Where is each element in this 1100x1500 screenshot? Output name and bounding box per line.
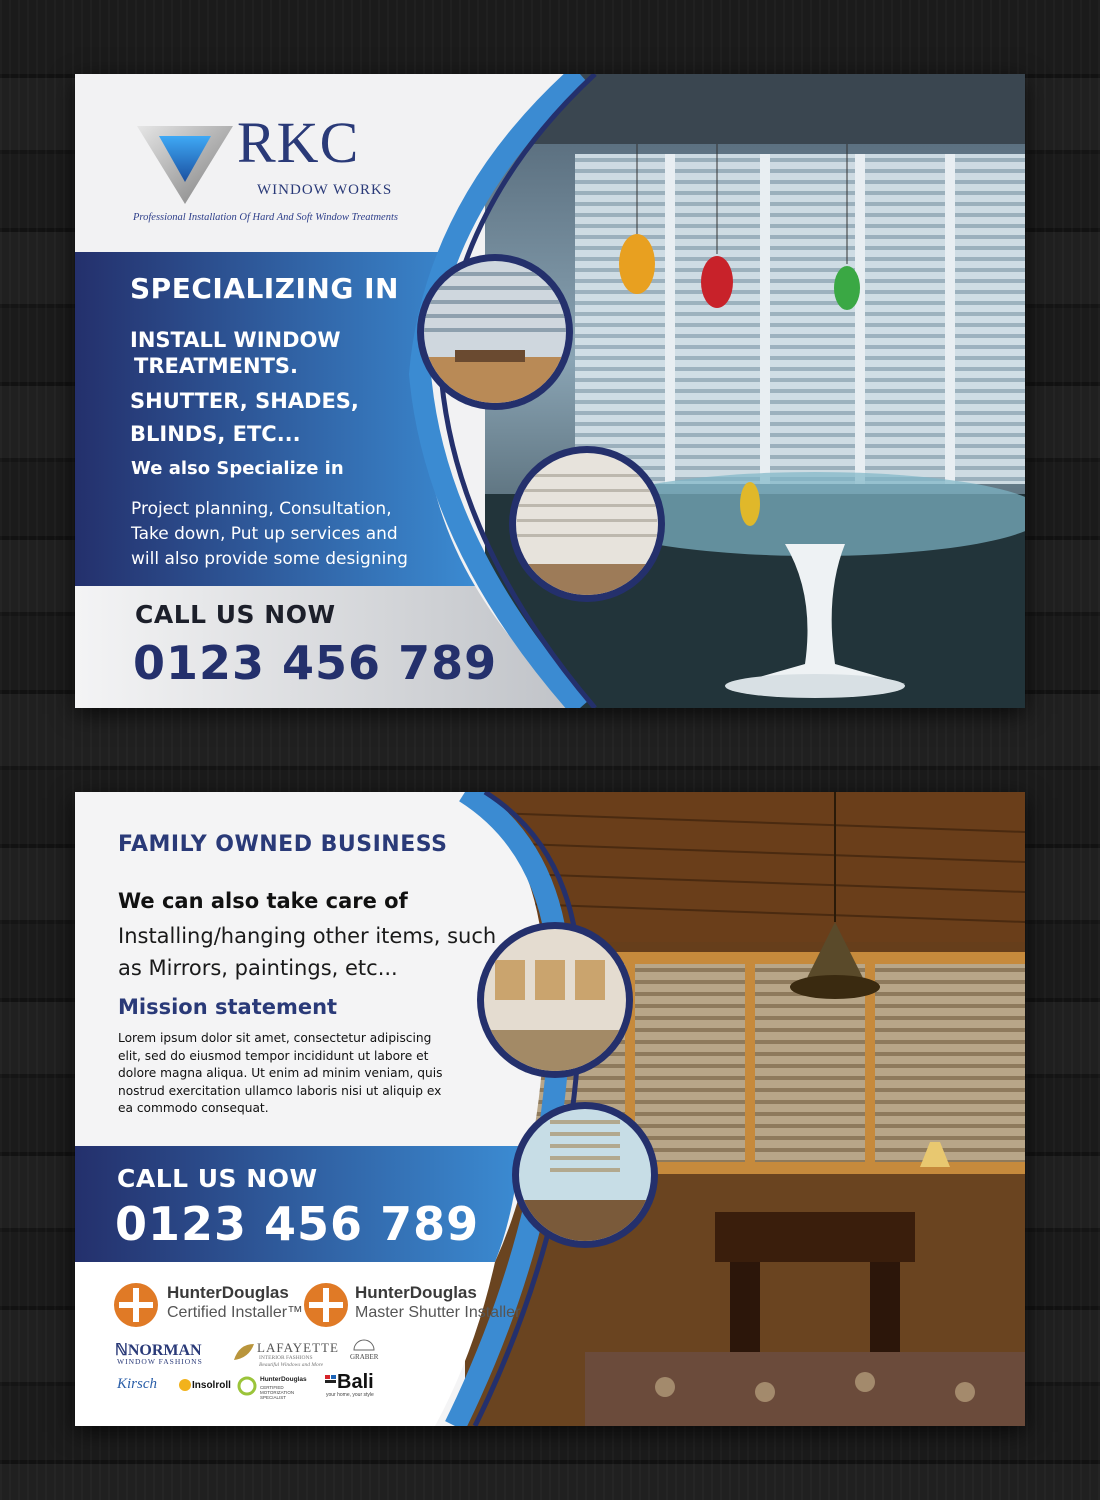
- kirsch-logo: Kirsch: [117, 1376, 158, 1392]
- front-phone-number[interactable]: 0123 456 789: [133, 636, 498, 690]
- lafayette-sub: INTERIOR FASHIONS: [259, 1355, 313, 1361]
- specializing-line-3: SHUTTER, SHADES,: [130, 389, 359, 413]
- back-call-label: CALL US NOW: [117, 1164, 318, 1193]
- brand-subtitle: WINDOW WORKS: [257, 182, 393, 198]
- norman-sub: WINDOW FASHIONS: [117, 1357, 203, 1366]
- norman-logo: ℕNORMAN: [115, 1342, 202, 1359]
- graber-logo: GRABER: [350, 1353, 379, 1361]
- specializing-title: SPECIALIZING IN: [130, 272, 399, 305]
- front-inset-photo-small: [507, 444, 667, 604]
- care-body: Installing/hanging other items, such as Mirrors, paintings, etc...: [118, 924, 497, 980]
- hd-motorization-sub: CERTIFIED MOTORIZATION SPECIALIST: [260, 1385, 295, 1400]
- specializing-line-4: BLINDS, ETC...: [130, 422, 301, 446]
- lafayette-logo: LAFAYETTE: [257, 1340, 339, 1355]
- insolroll-logo: Insolroll: [192, 1380, 231, 1391]
- front-flyer: [75, 74, 1025, 708]
- bali-tagline: your home, your style: [326, 1392, 374, 1398]
- hd-motorization-name: HunterDouglas: [260, 1376, 307, 1383]
- badge-2-role: Master Shutter Installer: [355, 1304, 521, 1321]
- hd-motorization-icon: [237, 1376, 257, 1396]
- also-specialize-body: Project planning, Consultation, Take down, Put up services and will also provide some designing: [131, 499, 408, 569]
- bali-logo: Bali: [337, 1371, 374, 1393]
- mission-body: Lorem ipsum dolor sit amet, consectetur adipiscing elit, sed do eiusmod tempor incididunt ut labore et dolore magna aliqua. Ut enim ad minim veniam, quis nostrud exercitation ullamco laboris nisi ut aliquip ex ea commodo consequat.: [118, 1031, 443, 1115]
- badge-2-name: HunterDouglas: [355, 1283, 477, 1302]
- badge-1-role: Certified Installer™: [167, 1304, 304, 1321]
- care-title: We can also take care of: [118, 889, 408, 913]
- back-inset-photo-small: [510, 1100, 660, 1250]
- mission-title: Mission statement: [118, 995, 338, 1019]
- also-specialize-title: We also Specialize in: [131, 458, 344, 479]
- lafayette-leaf-icon: [233, 1342, 255, 1362]
- specializing-line-2: TREATMENTS.: [134, 354, 299, 378]
- insolroll-sun-icon: [178, 1378, 192, 1392]
- back-phone-number[interactable]: 0123 456 789: [115, 1197, 480, 1251]
- back-inset-photo-large: [475, 920, 635, 1080]
- specializing-line-1: INSTALL WINDOW: [130, 328, 341, 352]
- norman-icon: ℕ: [115, 1342, 128, 1359]
- back-flyer: [75, 792, 1025, 1426]
- lafayette-tagline: Beautiful Windows and More: [259, 1362, 324, 1368]
- hunterdouglas-logo-icon: [303, 1282, 349, 1328]
- front-call-label: CALL US NOW: [135, 600, 336, 629]
- badge-1-name: HunterDouglas: [167, 1283, 289, 1302]
- brand-name: RKC: [237, 110, 360, 175]
- front-inset-photo-large: [415, 252, 575, 412]
- brand-tagline: Professional Installation Of Hard And Soft Window Treatments: [133, 212, 398, 223]
- graber-fan-icon: [353, 1339, 375, 1351]
- family-business-title: FAMILY OWNED BUSINESS: [118, 832, 448, 857]
- hunterdouglas-logo-icon: [113, 1282, 159, 1328]
- rkc-logo-icon: [137, 122, 233, 206]
